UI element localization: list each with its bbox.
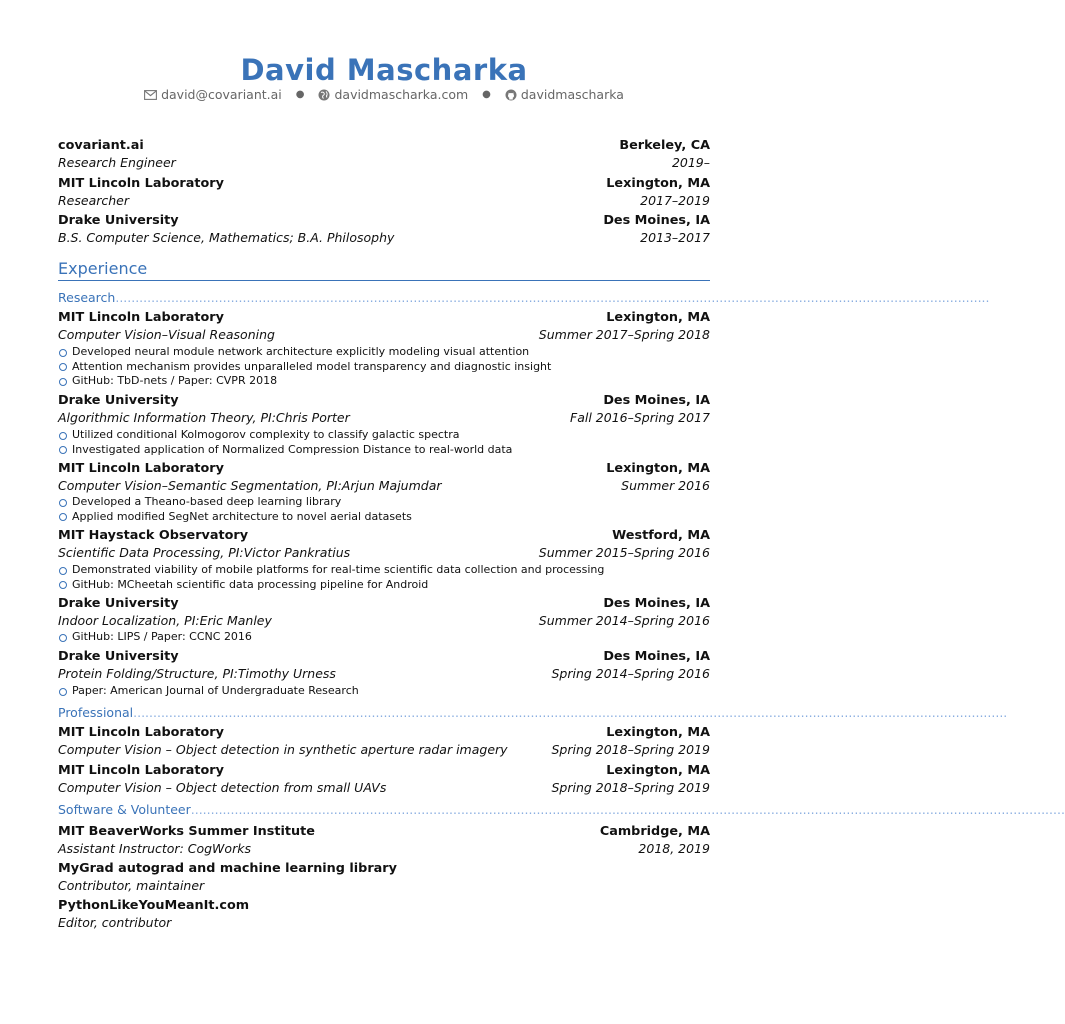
contact-email[interactable]	[144, 87, 282, 103]
bullet-list	[58, 563, 710, 592]
position-title: Research Engineer	[58, 155, 176, 170]
position-title: Researcher	[58, 193, 130, 208]
org-name: MIT BeaverWorks Summer Institute	[58, 824, 315, 839]
experience-entry	[58, 897, 710, 931]
org-name: Drake University	[58, 213, 179, 228]
subsection-label: Software & Volunteer	[58, 802, 191, 817]
location: Lexington, MA	[606, 725, 710, 740]
bullet-text: Applied modified SegNet architecture to novel aerial datasets	[72, 509, 412, 523]
bullet-text: Developed a Theano-based deep learning library	[72, 495, 342, 508]
org-name: MIT Haystack Observatory	[58, 528, 249, 543]
dates: 2018, 2019	[638, 841, 710, 856]
dot-leader: ............................................................................................................................................................................................................................	[133, 705, 1008, 720]
bullet-item	[58, 563, 710, 578]
position-title: Computer Vision – Object detection in synthetic aperture radar imagery	[58, 742, 508, 757]
bullet-list	[58, 428, 710, 457]
dates: Summer 2014–Spring 2016	[538, 613, 710, 628]
bullet-circle-icon	[59, 567, 67, 575]
bullet-circle-icon	[59, 446, 67, 454]
org-name: MIT Lincoln Laboratory	[58, 725, 224, 740]
bullet-item	[58, 495, 710, 510]
org-name: covariant.ai	[58, 138, 144, 153]
location: Westford, MA	[612, 528, 710, 543]
location: Lexington, MA	[606, 461, 710, 476]
experience-entry	[58, 860, 710, 894]
bullet-circle-icon	[59, 634, 67, 642]
position-title: Editor, contributor	[58, 915, 172, 930]
org-name: PythonLikeYouMeanIt.com	[58, 898, 250, 913]
summary-entry	[58, 137, 710, 171]
position-title: B.S. Computer Science, Mathematics; B.A. Philosophy	[58, 230, 395, 245]
bullet-circle-icon	[59, 349, 67, 357]
experience-entry	[58, 823, 710, 857]
bullet-item	[58, 443, 710, 458]
org-name: MIT Lincoln Laboratory	[58, 461, 224, 476]
location: Cambridge, MA	[599, 824, 710, 839]
bullet-text: Attention mechanism provides unparalleled model transparency and diagnostic insight	[72, 359, 552, 373]
section-divider	[58, 280, 710, 281]
experience-entry	[58, 595, 710, 629]
contact-github-text: davidmascharka	[520, 86, 624, 102]
bullet-item	[58, 578, 710, 593]
experience-entry	[58, 762, 710, 796]
bullet-list	[58, 684, 710, 699]
bullet-circle-icon	[59, 378, 67, 386]
experience-entry	[58, 392, 710, 426]
location: Des Moines, IA	[603, 393, 710, 408]
location: Lexington, MA	[606, 310, 710, 325]
dates: Spring 2018–Spring 2019	[551, 780, 710, 795]
position-title: Computer Vision–Semantic Segmentation, PI:Arjun Majumdar	[58, 478, 442, 493]
dates: 2013–2017	[640, 230, 710, 245]
bullet-list	[58, 630, 710, 645]
experience-entry	[58, 527, 710, 561]
position-title: Contributor, maintainer	[58, 878, 205, 893]
bullet-item	[58, 510, 710, 525]
subsection-professional	[58, 705, 1008, 721]
dates: Summer 2016	[621, 478, 710, 493]
summary-entry	[58, 175, 710, 209]
dates: Spring 2014–Spring 2016	[551, 666, 710, 681]
bullet-text: GitHub: MCheetah scientific data processing pipeline for Android	[72, 577, 429, 591]
bullet-item	[58, 428, 710, 443]
subsection-label: Professional	[58, 705, 134, 720]
github-icon	[505, 89, 517, 101]
subsection-software-volunteer	[58, 802, 1065, 818]
summary-entry	[58, 212, 710, 246]
position-title: Indoor Localization, PI:Eric Manley	[58, 613, 272, 628]
bullet-circle-icon	[59, 688, 67, 696]
experience-entry	[58, 309, 710, 343]
contact-github[interactable]	[505, 87, 624, 103]
subsection-label: Research	[58, 290, 116, 305]
bullet-text: Paper: American Journal of Undergraduate Research	[72, 684, 359, 697]
position-title: Protein Folding/Structure, PI:Timothy Urness	[58, 666, 336, 681]
contact-separator: ●	[482, 88, 491, 100]
contact-website[interactable]	[318, 87, 468, 103]
dates: Spring 2018–Spring 2019	[551, 742, 710, 757]
dates: Fall 2016–Spring 2017	[570, 410, 710, 425]
location: Des Moines, IA	[603, 213, 710, 228]
org-name: Drake University	[58, 393, 179, 408]
contact-line	[0, 86, 768, 103]
location: Berkeley, CA	[619, 138, 710, 153]
section-title-experience: Experience	[58, 259, 148, 278]
position-title: Computer Vision–Visual Reasoning	[58, 327, 275, 342]
location: Des Moines, IA	[603, 649, 710, 664]
dot-leader: ............................................................................................................................................................................................................................	[115, 290, 990, 305]
contact-email-text: david@covariant.ai	[161, 86, 282, 102]
contact-separator: ●	[295, 88, 305, 100]
bullet-item	[58, 360, 710, 375]
bullet-circle-icon	[59, 513, 67, 521]
bullet-text: Utilized conditional Kolmogorov complexity to classify galactic spectra	[72, 428, 460, 441]
dates: Summer 2015–Spring 2016	[538, 545, 710, 560]
dates: 2019–	[671, 155, 710, 170]
org-name: MIT Lincoln Laboratory	[58, 310, 224, 325]
position-title: Assistant Instructor: CogWorks	[58, 841, 251, 856]
bullet-item	[58, 345, 710, 360]
org-name: MIT Lincoln Laboratory	[58, 763, 224, 778]
bullet-item	[58, 630, 710, 645]
dates: 2017–2019	[640, 193, 710, 208]
experience-entry	[58, 460, 710, 494]
bullet-circle-icon	[59, 432, 67, 440]
dot-leader: ............................................................................................................................................................................................................................	[190, 802, 1065, 817]
position-title: Algorithmic Information Theory, PI:Chris Porter	[58, 410, 350, 425]
bullet-text: GitHub: LIPS / Paper: CCNC 2016	[72, 630, 252, 643]
experience-entry	[58, 648, 710, 682]
bullet-circle-icon	[59, 363, 67, 371]
location: Des Moines, IA	[603, 596, 710, 611]
contact-website-text: davidmascharka.com	[334, 86, 469, 102]
location: Lexington, MA	[606, 176, 710, 191]
bullet-circle-icon	[59, 499, 67, 507]
org-name: MyGrad autograd and machine learning library	[58, 861, 397, 876]
bullet-text: Investigated application of Normalized Compression Distance to real-world data	[72, 442, 513, 456]
dates: Summer 2017–Spring 2018	[538, 327, 710, 342]
bullet-text: Demonstrated viability of mobile platforms for real-time scientific data collection and processing	[72, 563, 605, 576]
org-name: Drake University	[58, 649, 179, 664]
org-name: MIT Lincoln Laboratory	[58, 176, 224, 191]
subsection-research	[58, 290, 990, 306]
bullet-list	[58, 345, 710, 389]
position-title: Computer Vision – Object detection from small UAVs	[58, 780, 387, 795]
resume-name: David Mascharka	[240, 53, 528, 87]
bullet-circle-icon	[59, 581, 67, 589]
bullet-list	[58, 495, 710, 524]
bullet-text: Developed neural module network architecture explicitly modeling visual attention	[72, 345, 530, 358]
bullet-item	[58, 684, 710, 699]
globe-icon	[318, 89, 330, 101]
experience-entry	[58, 724, 710, 758]
location: Lexington, MA	[606, 763, 710, 778]
mail-icon	[144, 90, 157, 100]
position-title: Scientific Data Processing, PI:Victor Pankratius	[58, 545, 351, 560]
bullet-item	[58, 374, 710, 389]
bullet-text: GitHub: TbD-nets / Paper: CVPR 2018	[72, 374, 278, 387]
org-name: Drake University	[58, 596, 179, 611]
